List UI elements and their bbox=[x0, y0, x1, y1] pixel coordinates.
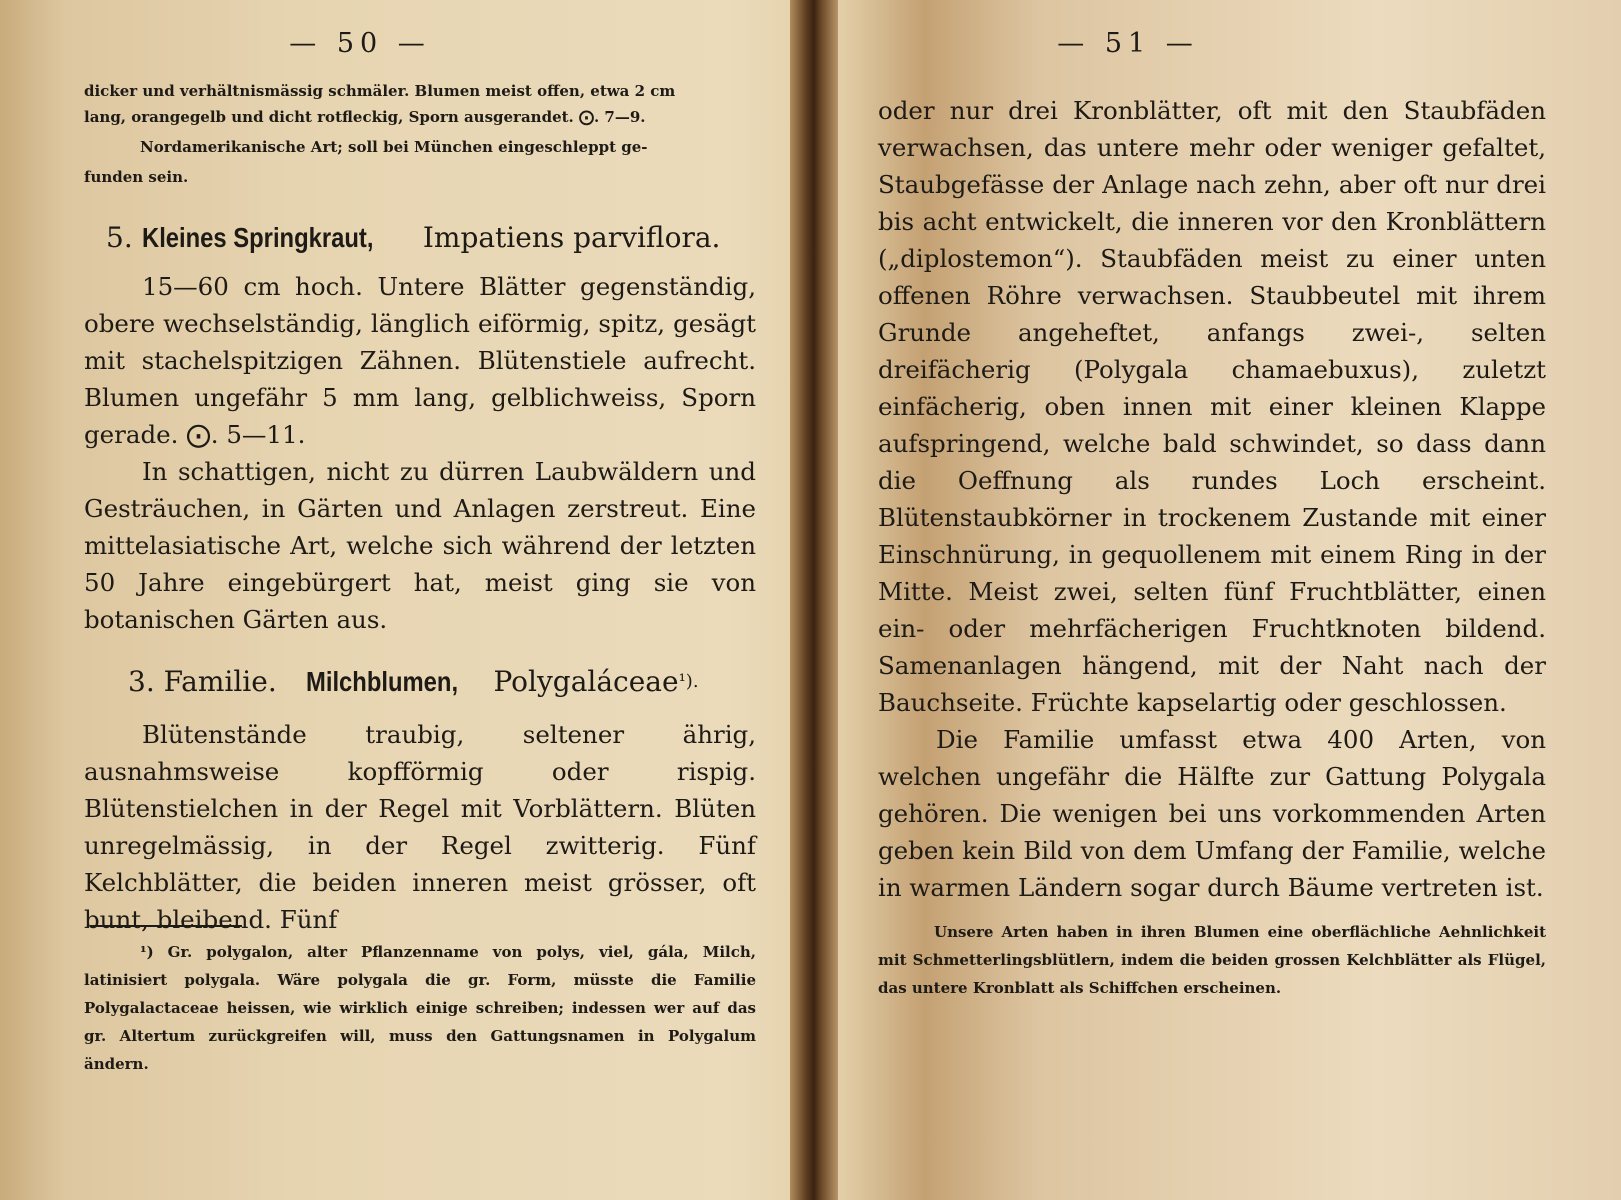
footnote-text: Gr. polygalon, alter Pflanzenname von polys, viel, gála, Milch, latinisiert polygala. Wäre polygala die gr. Form, müsste die Familie Polygalactaceae heissen, wie wirklich einige schreiben; indessen wer auf das gr. Altertum zurückgreifen will, muss den Gattungsnamen in Polygalum ändern. bbox=[84, 943, 756, 1073]
top-note-end: funden sein. bbox=[84, 168, 189, 186]
right-body bbox=[878, 92, 1546, 1002]
continued-description: oder nur drei Kronblätter, oft mit den Staubfäden verwachsen, das untere mehr oder weniger gefaltet, Staubgefässe der Anlage nach zehn, aber oft nur drei bis acht entwickelt, die inneren vor den Kronblättern („diplostemon“). Staubfäden meist zu einer unten offenen Röhre verwachsen. Staubbeutel mit ihrem Grunde angeheftet, anfangs zwei-, selten dreifächerig (Polygala chamaebuxus), zuletzt einfächerig, oben innen mit einer kleinen Klappe aufspringend, welche bald schwindet, so dass dann die Oeffnung als rundes Loch erscheint. Blütenstaubkörner in trockenem Zustande mit einer Einschnürung, in gequollenem mit einem Ring in der Mitte. Meist zwei, selten fünf Fruchtblätter, einen ein- oder mehrfächerigen Fruchtknoten bildend. Samenanlagen hängend, mit der Naht nach der Bauchseite. Früchte kapselartig oder geschlossen. bbox=[878, 96, 1546, 717]
family-section bbox=[84, 662, 756, 938]
right-page bbox=[878, 0, 1578, 1200]
footnote-rule bbox=[90, 925, 242, 927]
species-heading bbox=[84, 218, 756, 258]
family-prefix: 3. Familie. bbox=[128, 665, 277, 698]
species-german-name: Kleines Springkraut, bbox=[141, 222, 374, 253]
family-german-name: Milchblumen, bbox=[305, 666, 458, 697]
page-number-left: — 50 — bbox=[289, 28, 431, 59]
species-latin-name: Impatiens parviflora. bbox=[422, 221, 721, 254]
family-description: Blütenstände traubig, seltener ährig, ausnahmsweise kopfförmig oder rispig. Blütenstielchen in der Regel mit Vorblättern. Blüten unregelmässig, in der Regel zwitterig. Fünf Kelchblätter, die beiden inneren meist grösser, oft bunt, bleibend. Fünf bbox=[84, 720, 756, 934]
footnote bbox=[84, 938, 756, 1078]
family-latin-name: Polygaláceae bbox=[493, 665, 679, 698]
top-line-2: lang, orangegelb und dicht rotfleckig, Sporn ausgerandet. ⨀. 7—9. bbox=[84, 108, 646, 126]
left-page bbox=[80, 0, 780, 1200]
book-gutter bbox=[790, 0, 838, 1200]
footnote-mark: ¹). bbox=[678, 671, 699, 692]
top-note: Nordamerikanische Art; soll bei München eingeschleppt ge- bbox=[140, 138, 648, 156]
top-line-1: dicker und verhältnismässig schmäler. Blumen meist offen, etwa 2 cm bbox=[84, 82, 676, 100]
species-description: 15—60 cm hoch. Untere Blätter gegenständig, obere wechselständig, länglich eiförmig, spitz, gesägt mit stachelspitzigen Zähnen. Blütenstiele aufrecht. Blumen ungefähr 5 mm lang, gelblichweiss, Sporn gerade. ⨀. 5—11. bbox=[84, 272, 756, 449]
similarity-note: Unsere Arten haben in ihren Blumen eine oberflächliche Aehnlichkeit mit Schmetterlingsblütlern, indem die beiden grossen Kelchblätter als Flügel, das untere Kronblatt als Schiffchen erscheinen. bbox=[878, 923, 1546, 997]
footnote-marker: ¹) bbox=[140, 943, 154, 961]
species-habitat: In schattigen, nicht zu dürren Laubwäldern und Gesträuchen, in Gärten und Anlagen zerstreut. Eine mittelasiatische Art, welche sich während der letzten 50 Jahre eingebürgert hat, meist ging sie von botanischen Gärten aus. bbox=[84, 457, 756, 634]
page-number-right: — 51 — bbox=[1057, 28, 1199, 59]
species-number: 5. bbox=[106, 221, 133, 254]
family-heading bbox=[84, 662, 756, 702]
left-top-continuation bbox=[84, 76, 756, 192]
family-size-paragraph: Die Familie umfasst etwa 400 Arten, von welchen ungefähr die Hälfte zur Gattung Polygala gehören. Die wenigen bei uns vorkommenden Arten geben kein Bild von dem Umfang der Familie, welche in warmen Ländern sogar durch Bäume vertreten ist. bbox=[878, 725, 1546, 902]
species-section bbox=[84, 218, 756, 638]
